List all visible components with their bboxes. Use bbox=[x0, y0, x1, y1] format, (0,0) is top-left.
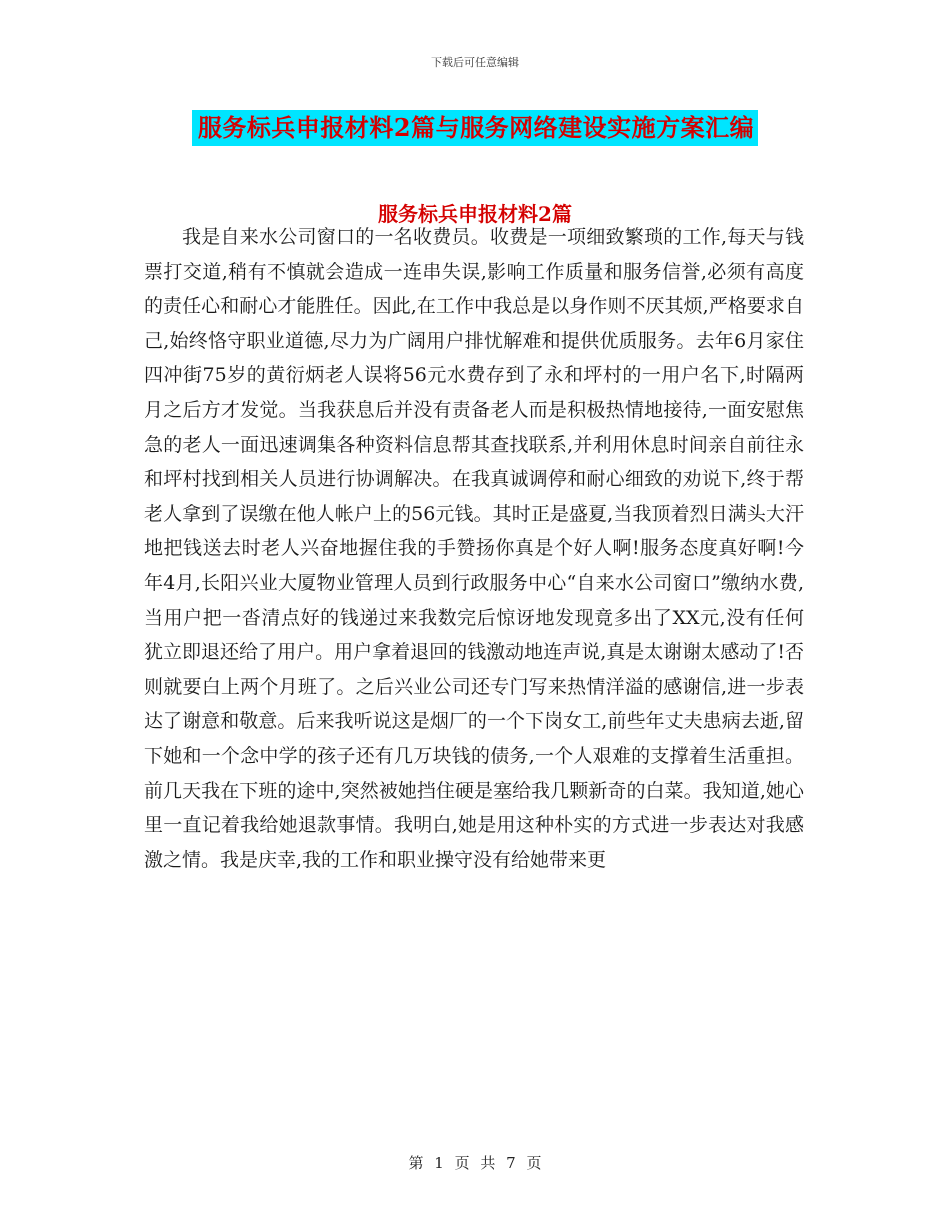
section-title: 服务标兵申报材料2篇 bbox=[378, 202, 572, 226]
body-paragraph: 我是自来水公司窗口的一名收费员。收费是一项细致繁琐的工作,每天与钱票打交道,稍有不慎就会造成一连串失误,影响工作质量和服务信誉,必须有高度的责任心和耐心才能胜任。因此,在工作中我总是以身作则不厌其烦,严格要求自己,始终恪守职业道德,尽力为广阔用户排忧解难和提供优质服务。去年6月家住四冲街75岁的黄衍炳老人误将56元水费存到了永和坪村的一用户名下,时隔两月之后方才发觉。当我获息后并没有责备老人而是积极热情地接待,一面安慰焦急的老人一面迅速调集各种资料信息帮其查找联系,并利用休息时间亲自前往永和坪村找到相关人员进行协调解决。在我真诚调停和耐心细致的劝说下,终于帮老人拿到了误缴在他人帐户上的56元钱。其时正是盛夏,当我顶着烈日满头大汗地把钱送去时老人兴奋地握住我的手赞扬你真是个好人啊!服务态度真好啊!今年4月,长阳兴业大厦物业管理人员到行政服务中心“自来水公司窗口”缴纳水费,当用户把一沓清点好的钱递过来我数完后惊讶地发现竟多出了XX元,没有任何犹立即退还给了用户。用户拿着退回的钱激动地连声说,真是太谢谢太感动了!否则就要白上两个月班了。之后兴业公司还专门写来热情洋溢的感谢信,进一步表达了谢意和敬意。后来我听说这是烟厂的一个下岗女工,前些年丈夫患病去逝,留下她和一个念中学的孩子还有几万块钱的债务,一个人艰难的支撑着生活重担。前几天我在下班的途中,突然被她挡住硬是塞给我几颗新奇的白菜。我知道,她心里一直记着我给她退款事情。我明白,她是用这种朴实的方式进一步表达对我感激之情。我是庆幸,我的工作和职业操守没有给她带来更 bbox=[144, 226, 804, 871]
document-title: 服务标兵申报材料2篇与服务网络建设实施方案汇编 bbox=[192, 110, 758, 146]
document-title-container bbox=[0, 110, 950, 146]
page-number-footer: 第 1 页 共 7 页 bbox=[408, 1154, 542, 1172]
page-header-note: 下载后可任意编辑 bbox=[431, 56, 519, 69]
